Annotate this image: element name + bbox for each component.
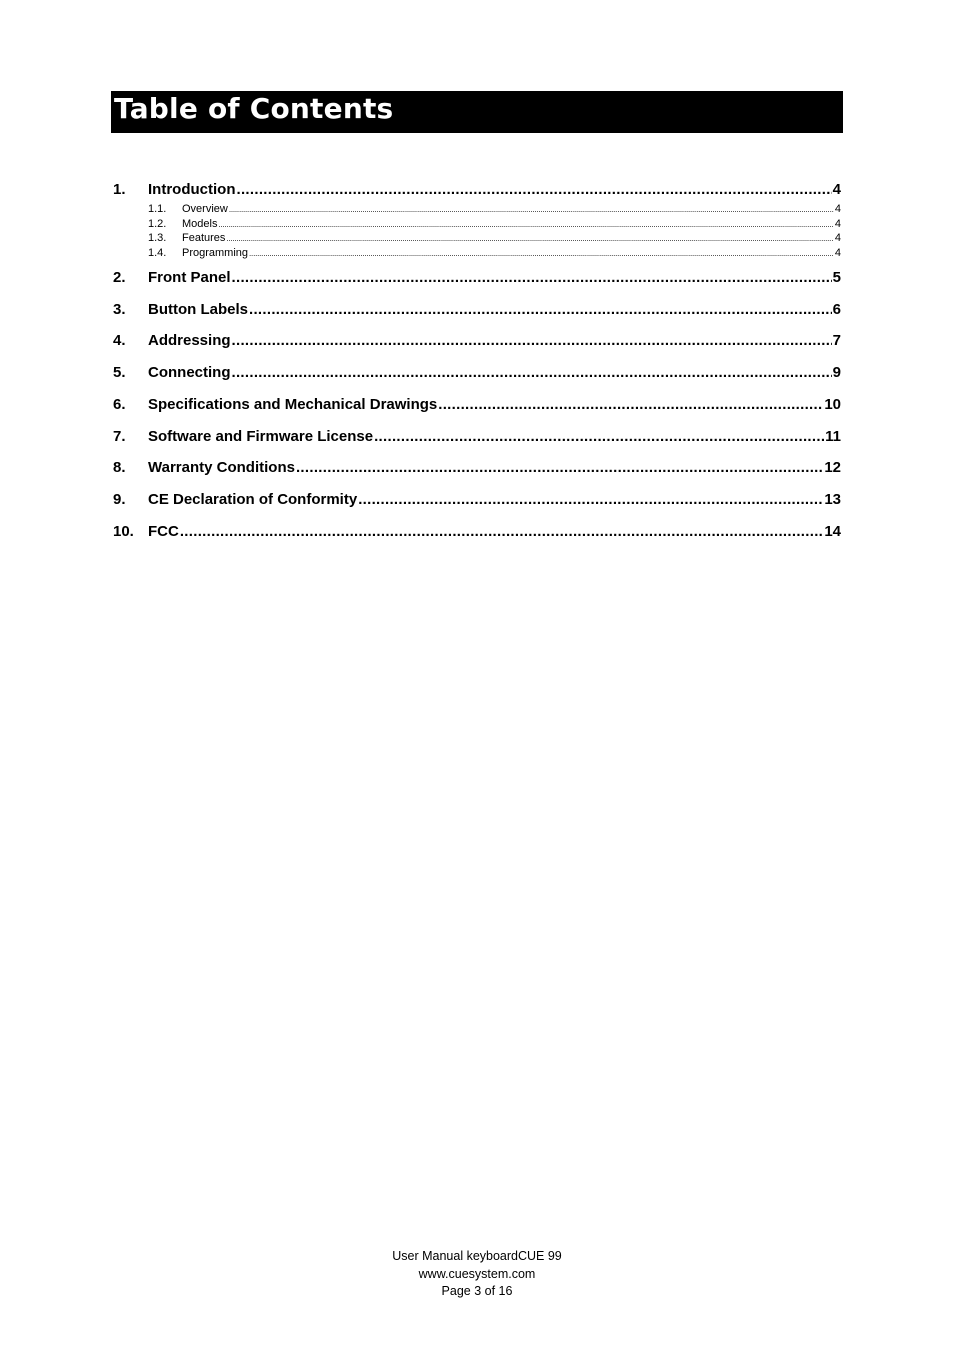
toc-label: CE Declaration of Conformity <box>148 490 358 508</box>
toc-label: Connecting <box>148 364 231 382</box>
toc-entry[interactable] <box>113 180 841 202</box>
toc-number: 8. <box>113 459 126 477</box>
page-footer <box>0 1248 954 1301</box>
dot-leader <box>249 246 834 261</box>
toc-page: 12 <box>824 459 841 477</box>
toc-number: 9. <box>113 490 126 508</box>
toc-entry[interactable] <box>113 522 841 554</box>
toc-number: 4. <box>113 332 126 350</box>
toc-subentry[interactable] <box>113 231 841 246</box>
toc-number: 1. <box>113 181 126 198</box>
toc-entry[interactable] <box>113 395 841 427</box>
toc-label: Warranty Conditions <box>148 459 295 477</box>
dot-leader <box>249 300 832 320</box>
toc-page: 6 <box>832 300 841 318</box>
toc-page: 4 <box>832 181 841 198</box>
toc-page: 7 <box>832 332 841 350</box>
toc-subentry[interactable] <box>113 246 841 268</box>
dot-leader <box>236 180 831 200</box>
dot-leader <box>226 231 833 246</box>
toc-label: Specifications and Mechanical Drawings <box>148 395 438 413</box>
toc-number: 1.2. <box>148 217 167 230</box>
toc-number: 1.4. <box>148 247 167 260</box>
toc-entry[interactable] <box>113 458 841 490</box>
dot-leader <box>232 331 832 351</box>
table-of-contents <box>113 180 841 553</box>
toc-page: 9 <box>832 364 841 382</box>
dot-leader <box>232 268 832 288</box>
dot-leader <box>229 202 834 217</box>
toc-label: Models <box>182 217 218 230</box>
dot-leader <box>218 217 833 232</box>
dot-leader <box>232 363 832 383</box>
toc-page: 4 <box>834 217 841 230</box>
toc-page: 13 <box>824 490 841 508</box>
title-bar <box>111 91 843 133</box>
toc-entry[interactable] <box>113 331 841 363</box>
dot-leader <box>438 395 823 415</box>
toc-label: Button Labels <box>148 300 248 318</box>
toc-number: 7. <box>113 427 126 445</box>
toc-page: 4 <box>834 247 841 260</box>
toc-page: 11 <box>825 427 841 445</box>
toc-entry[interactable] <box>113 300 841 332</box>
footer-manual-title: User Manual keyboardCUE 99 <box>392 1249 562 1263</box>
dot-leader <box>296 458 823 478</box>
toc-subentry[interactable] <box>113 217 841 232</box>
toc-page: 10 <box>824 395 841 413</box>
toc-label: Front Panel <box>148 269 231 287</box>
toc-number: 3. <box>113 300 126 318</box>
toc-page: 4 <box>834 203 841 215</box>
toc-number: 6. <box>113 395 126 413</box>
toc-subentry[interactable] <box>113 202 841 217</box>
toc-entry[interactable] <box>113 427 841 459</box>
toc-page: 14 <box>824 522 841 540</box>
footer-website: www.cuesystem.com <box>418 1266 536 1281</box>
toc-label: Software and Firmware License <box>148 427 374 445</box>
toc-number: 2. <box>113 269 126 287</box>
toc-number: 1.3. <box>148 232 167 245</box>
toc-entry[interactable] <box>113 363 841 395</box>
dot-leader <box>358 490 823 510</box>
toc-label: Features <box>182 232 226 245</box>
dot-leader <box>180 522 823 542</box>
dot-leader <box>374 427 824 447</box>
toc-label: Programming <box>182 247 249 260</box>
toc-page: 4 <box>834 232 841 245</box>
toc-number: 5. <box>113 364 126 382</box>
toc-label: Introduction <box>148 181 236 198</box>
toc-number: 1.1. <box>148 203 167 215</box>
toc-label: Overview <box>182 203 228 215</box>
toc-page: 5 <box>832 269 841 287</box>
toc-label: Addressing <box>148 332 231 350</box>
toc-number: 10. <box>113 522 134 540</box>
footer-page-number: Page 3 of 16 <box>441 1284 513 1298</box>
page-title: Table of Contents <box>114 92 394 125</box>
toc-entry[interactable] <box>113 490 841 522</box>
toc-label: FCC <box>148 522 179 540</box>
toc-entry[interactable] <box>113 268 841 300</box>
